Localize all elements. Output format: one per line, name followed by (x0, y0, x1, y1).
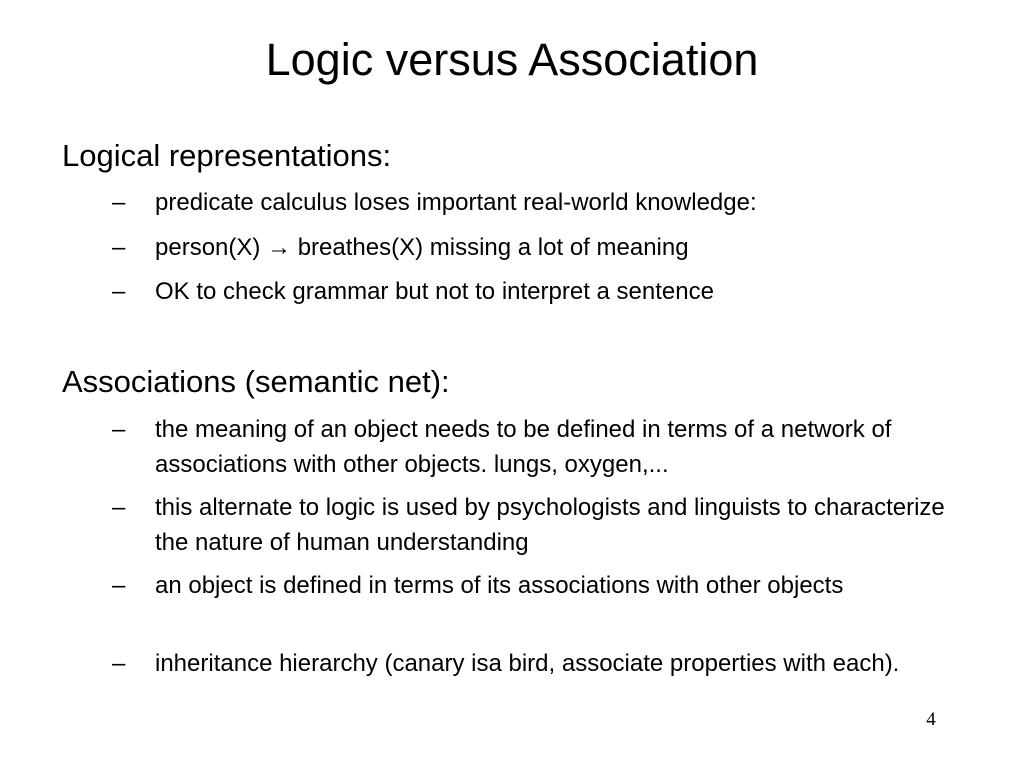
slide-title: Logic versus Association (265, 34, 759, 85)
bullet-dash: – (112, 494, 126, 521)
bullet-dash: – (112, 278, 126, 305)
bullet-dash: – (112, 572, 126, 599)
section-heading-associations: Associations (semantic net): (62, 364, 450, 399)
bullet-item (112, 274, 972, 309)
bullet-item (112, 230, 972, 265)
bullet-item (112, 185, 972, 220)
bullet-text: this alternate to logic is used by psychologists and linguists to characterize the nature of human understanding (155, 494, 945, 556)
bullet-dash: – (112, 189, 126, 216)
bullet-text: an object is defined in terms of its associations with other objects (155, 572, 844, 599)
bullet-item (112, 568, 972, 603)
bullet-dash: – (112, 650, 126, 677)
bullet-text: person(X) → breathes(X) missing a lot of meaning (155, 234, 689, 261)
section-heading-logical: Logical representations: (62, 138, 392, 173)
bullet-text: the meaning of an object needs to be defined in terms of a network of associations with other objects. lungs, oxygen,... (155, 416, 892, 478)
bullet-text: predicate calculus loses important real-world knowledge: (155, 189, 757, 216)
bullet-item (112, 412, 972, 482)
bullet-dash: – (112, 234, 126, 261)
bullet-text: inheritance hierarchy (canary isa bird, associate properties with each). (155, 650, 900, 677)
bullet-text: OK to check grammar but not to interpret a sentence (155, 278, 714, 305)
page-number: 4 (926, 709, 936, 730)
bullet-item (112, 490, 972, 560)
bullet-dash: – (112, 416, 126, 443)
bullet-item (112, 646, 972, 681)
